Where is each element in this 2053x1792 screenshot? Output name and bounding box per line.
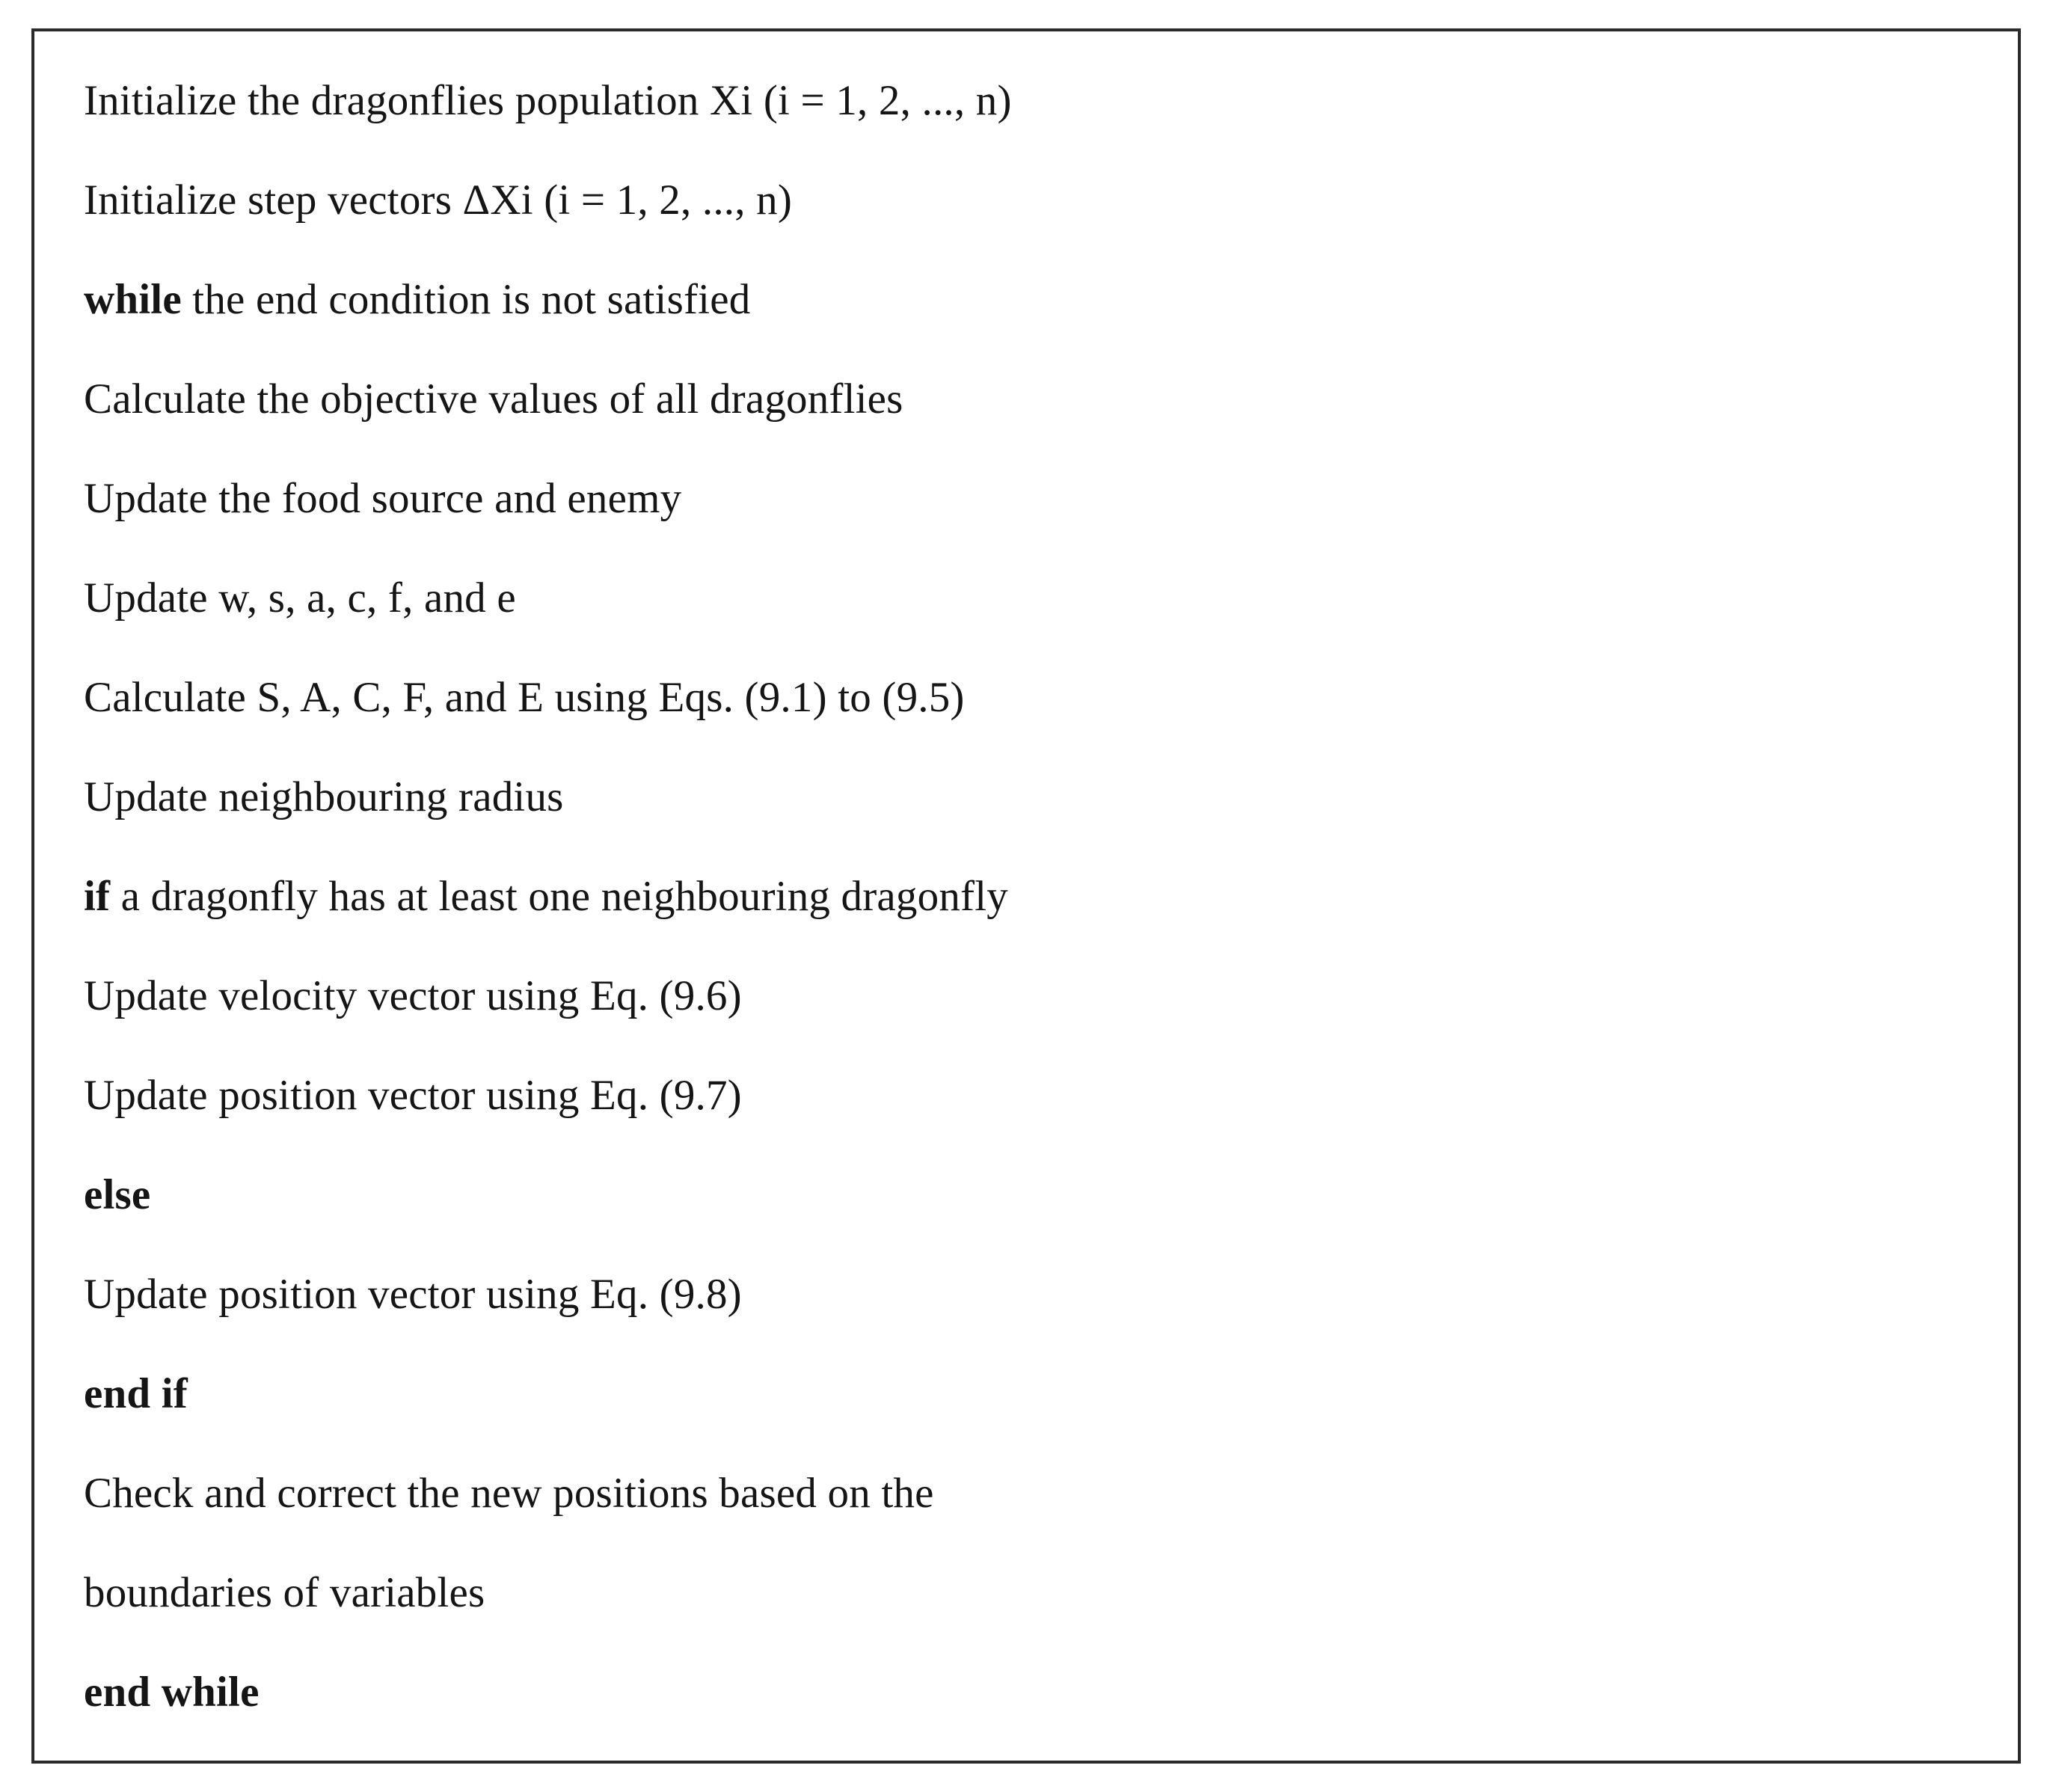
pseudocode-line xyxy=(84,548,1988,648)
pseudocode-line-text: Update the food source and enemy xyxy=(84,475,682,522)
pseudocode-line xyxy=(84,648,1988,747)
pseudocode-line-text: Update position vector using Eq. (9.7) xyxy=(84,1072,742,1119)
pseudocode-line-lead: end if xyxy=(84,1370,188,1417)
pseudocode-line-text: Calculate S, A, C, F, and E using Eqs. (9.1) to (9.5) xyxy=(84,674,965,721)
pseudocode-line xyxy=(84,1443,1988,1543)
pseudocode-line-text: Initialize step vectors ΔXi (i = 1, 2, ..., n) xyxy=(84,177,793,224)
pseudocode-line xyxy=(84,250,1988,349)
pseudocode-line-lead: else xyxy=(84,1171,151,1218)
pseudocode-line-lead: end while xyxy=(84,1669,260,1716)
pseudocode-line xyxy=(84,1344,1988,1443)
pseudocode-line xyxy=(84,349,1988,449)
pseudocode-line-list xyxy=(34,51,2018,1742)
pseudocode-line xyxy=(84,747,1988,847)
pseudocode-line xyxy=(84,1642,1988,1742)
pseudocode-line-lead: if xyxy=(84,873,111,920)
pseudocode-line xyxy=(84,449,1988,548)
pseudocode-line-text: boundaries of variables xyxy=(84,1569,485,1616)
algorithm-pseudocode-box xyxy=(31,28,2021,1764)
pseudocode-line-text: Check and correct the new positions based on the xyxy=(84,1470,934,1517)
pseudocode-line xyxy=(84,150,1988,250)
pseudocode-line xyxy=(84,1245,1988,1344)
pseudocode-line xyxy=(84,1543,1988,1642)
pseudocode-line-text: Calculate the objective values of all dragonflies xyxy=(84,375,903,423)
pseudocode-line-text: the end condition is not satisfied xyxy=(181,276,751,323)
pseudocode-line xyxy=(84,847,1988,946)
pseudocode-line-text: Initialize the dragonflies population Xi (i = 1, 2, ..., n) xyxy=(84,77,1012,124)
pseudocode-line xyxy=(84,51,1988,150)
pseudocode-line-text: Update velocity vector using Eq. (9.6) xyxy=(84,972,742,1019)
pseudocode-line-text: a dragonfly has at least one neighbouring dragonfly xyxy=(110,873,1008,920)
pseudocode-line xyxy=(84,946,1988,1046)
pseudocode-line-text: Update w, s, a, c, f, and e xyxy=(84,574,516,622)
pseudocode-line xyxy=(84,1046,1988,1145)
pseudocode-line-lead: while xyxy=(84,276,182,323)
pseudocode-line-text: Update neighbouring radius xyxy=(84,773,564,820)
pseudocode-line-text: Update position vector using Eq. (9.8) xyxy=(84,1271,742,1318)
pseudocode-line xyxy=(84,1145,1988,1245)
